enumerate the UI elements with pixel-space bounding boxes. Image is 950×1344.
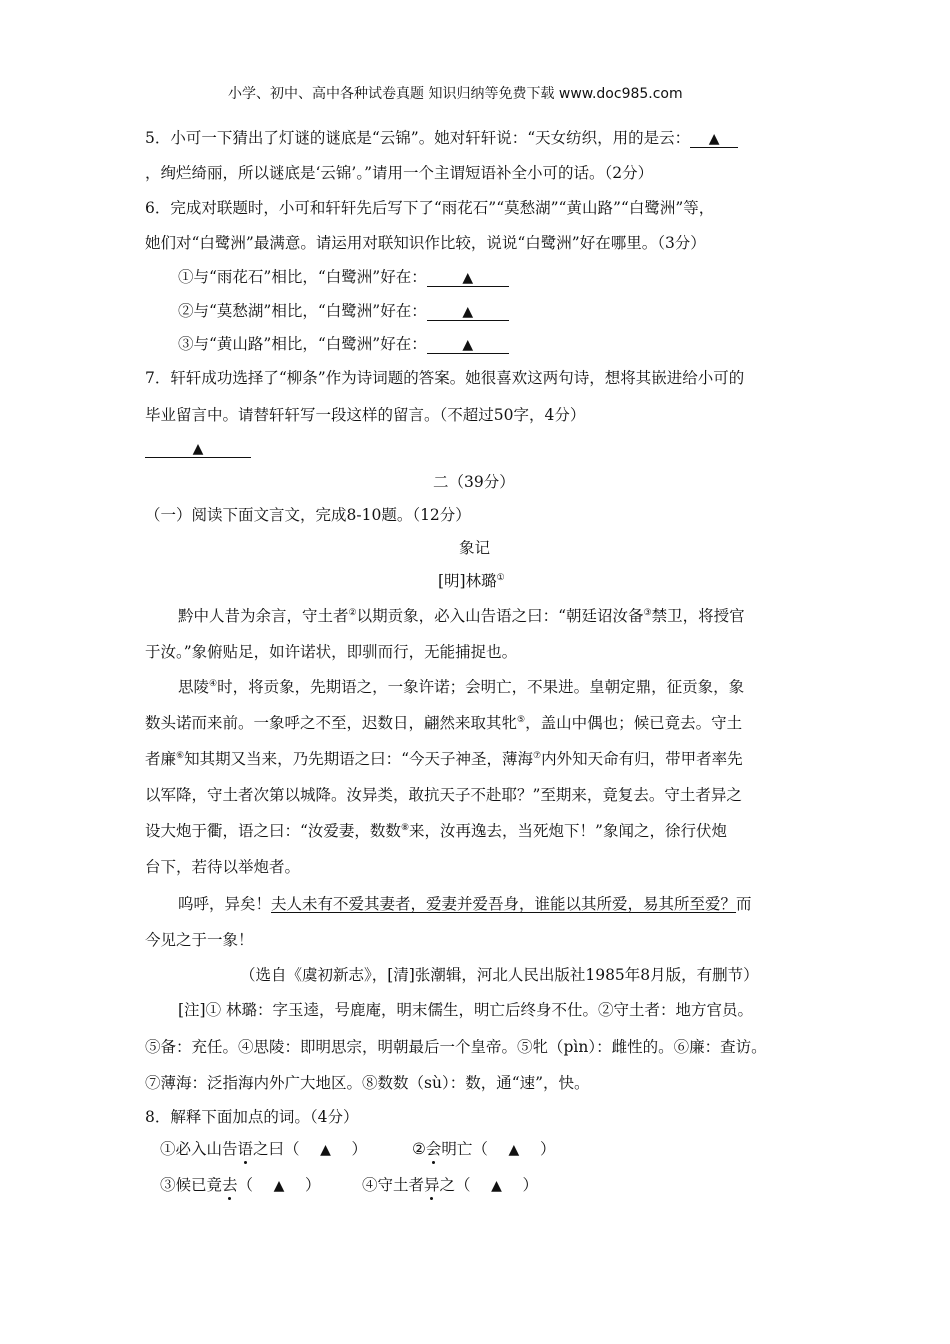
p2-text: 知其期又当来，乃先期语之曰：“今天子神圣，薄海 [184, 750, 534, 768]
answer-marker-icon: ▲ [508, 1142, 520, 1158]
q8-item3-answer[interactable] [253, 1175, 305, 1196]
q8-item1 [160, 1139, 367, 1160]
p3-text: 呜呼，异矣！ [178, 895, 272, 913]
page-header: 小学、初中、高中各种试卷真题 知识归纳等免费下载 www.doc985.com [228, 86, 683, 102]
footnote-marker: ⑧ [400, 822, 410, 833]
p2-text: 者廉 [145, 750, 177, 768]
answer-marker-icon: ▲ [320, 1142, 331, 1158]
q8-item-text: 明亡（ [441, 1140, 488, 1158]
q8-item-text: ） [539, 1140, 556, 1158]
p1-text-a: 黔中人昔为余言，守土者 [178, 607, 349, 625]
q8-item-text: ） [305, 1176, 321, 1194]
q6-item1-text: ①与“雨花石”相比，“白鹭洲”好在： [178, 268, 427, 286]
q8-item-text: ② [412, 1140, 426, 1158]
p2-text: 内外知天命有归，带甲者率先 [541, 750, 743, 768]
q7-line1: 7．轩轩成功选择了“柳条”作为诗词题的答案。她很喜欢这两句诗，想将其嵌进给小可的 [145, 369, 745, 387]
p2-text: 来，汝再逸去，当死炮下！”象闻之，徐行伏炮 [409, 822, 727, 840]
q8-item-text: ④守土者 [362, 1176, 425, 1194]
p1-text-b: 以期贡象，必入山告语之曰：“朝廷诏汝备 [356, 607, 644, 625]
p2-text-b: 时，将贡象，先期语之，一象许诺；会明亡，不果进。皇朝定鼎，征贡象，象 [217, 678, 745, 696]
p3-line2: 今见之于一象！ [145, 931, 254, 949]
q8-item4 [362, 1175, 538, 1196]
q5-line1-text: 5．小可一下猜出了灯谜的谜底是“云锦”。她对轩轩说：“天女纺织，用的是云： [145, 129, 691, 147]
notes-line2: ⑤备：充任。④思陵：即明思宗，明朝最后一个皇帝。⑤牝（pìn）：雌性的。⑥廉：查访。 [145, 1038, 767, 1056]
answer-marker-icon: ▲ [462, 304, 474, 320]
dotted-word: 异 [424, 1176, 440, 1194]
footnote-marker: ③ [643, 607, 652, 618]
notes-line1: [注]① 林璐：字玉逵，号鹿庵，明末儒生，明亡后终身不仕。②守土者：地方官员。 [178, 1001, 754, 1019]
dotted-word: 去 [222, 1176, 238, 1194]
footnote-marker: ⑥ [176, 750, 185, 761]
answer-marker-icon: ▲ [192, 441, 204, 457]
q6-line1: 6．完成对联题时，小可和轩轩先后写下了“雨花石”“莫愁湖”“黄山路”“白鹭洲”等， [145, 199, 715, 217]
q8-item-text: 之（ [439, 1176, 471, 1194]
p3-line1 [178, 894, 752, 914]
p2-line3 [145, 749, 743, 769]
q8-item4-answer[interactable] [471, 1175, 523, 1196]
q5-line1 [145, 128, 738, 148]
q6-item3-blank[interactable] [427, 336, 509, 354]
answer-marker-icon: ▲ [462, 270, 474, 286]
p3-text: 而 [736, 895, 752, 913]
q6-item2 [178, 301, 509, 321]
q5-answer-blank[interactable] [690, 130, 738, 148]
passage-source: （选自《虞初新志》，[清]张潮辑，河北人民出版社1985年8月版，有删节） [240, 966, 759, 984]
q6-item2-text: ②与“莫愁湖”相比，“白鹭洲”好在： [178, 302, 427, 320]
underlined-sentence: 夫人未有不爱其妻者，爱妻并爱吾身，谁能以其所爱，易其所至爱？ [271, 895, 737, 913]
p2-text-a: 思陵 [178, 678, 210, 696]
footnote-marker: ⑤ [517, 714, 526, 725]
q6-item3-text: ③与“黄山路”相比，“白鹭洲”好在： [178, 335, 427, 353]
part1-intro: （一）阅读下面文言文，完成8-10题。（12分） [145, 506, 471, 524]
q8-item3 [160, 1175, 321, 1196]
section-title: 二（39分） [433, 473, 515, 491]
p2-text: 设大炮于衢，语之曰：“汝爱妻，数数 [145, 822, 401, 840]
p2-text: ，盖山中偶也；候已竟去。守土 [525, 714, 743, 732]
q8-item-text: ） [351, 1140, 368, 1158]
q5-line2: ，绚烂绮丽，所以谜底是‘云锦’。”请用一个主谓短语补全小可的话。（2分） [145, 164, 654, 182]
q6-item1 [178, 267, 509, 287]
q8-item-text: ①必入山告 [160, 1140, 238, 1158]
dotted-word: 语 [237, 1140, 254, 1158]
q8-item2-answer[interactable] [488, 1139, 540, 1160]
notes-line3: ⑦薄海：泛指海内外广大地区。⑧数数（sù）：数，通“速”，快。 [145, 1074, 590, 1092]
q6-item1-blank[interactable] [427, 269, 509, 287]
passage-author [438, 571, 505, 591]
footnote-marker: ① [496, 572, 505, 583]
q8-item-text: ③候已竟 [160, 1176, 223, 1194]
answer-marker-icon: ▲ [462, 337, 474, 353]
author-name: [明]林璐 [438, 572, 497, 590]
p2-line4: 以军降，守土者次第以城降。汝异类，敢抗天子不赴耶？”至期来，竟复去。守土者异之 [145, 786, 742, 804]
footnote-marker: ④ [209, 678, 218, 689]
p2-text: 数头诺而来前。一象呼之不至，迟数日，翩然来取其牝 [145, 714, 518, 732]
q6-item3 [178, 334, 509, 354]
passage-title: 象记 [459, 539, 491, 557]
q8-item-text: 之曰（ [253, 1140, 300, 1158]
q8-item2 [412, 1139, 555, 1160]
q8-item-text: （ [237, 1176, 254, 1194]
answer-marker-icon: ▲ [273, 1178, 285, 1194]
q6-item2-blank[interactable] [427, 303, 509, 321]
answer-marker-icon: ▲ [491, 1178, 502, 1194]
p2-line2 [145, 713, 742, 733]
q8-title: 8．解释下面加点的词。（4分） [145, 1108, 359, 1126]
p1-line2: 于汝。”象俯贴足，如许诺状，即驯而行，无能捕捉也。 [145, 643, 518, 661]
p2-line6: 台下，若待以举炮者。 [145, 858, 301, 876]
q6-line2: 她们对“白鹭洲”最满意。请运用对联知识作比较，说说“白鹭洲”好在哪里。（3分） [145, 234, 706, 252]
q7-answer-blank[interactable] [145, 440, 251, 458]
q8-item1-answer[interactable] [300, 1139, 352, 1160]
q7-line2: 毕业留言中。请替轩轩写一段这样的留言。（不超过50字，4分） [145, 406, 586, 424]
footnote-marker: ② [348, 607, 357, 618]
footnote-marker: ⑦ [533, 750, 542, 761]
p1-line1 [178, 606, 745, 626]
p1-text-c: 禁卫，将授官 [651, 607, 745, 625]
q8-item-text: ） [522, 1176, 539, 1194]
dotted-word: 会 [425, 1140, 442, 1158]
p2-line5 [145, 821, 727, 841]
q7-answer [145, 438, 251, 458]
p2-line1 [178, 677, 744, 697]
answer-marker-icon: ▲ [708, 131, 720, 147]
